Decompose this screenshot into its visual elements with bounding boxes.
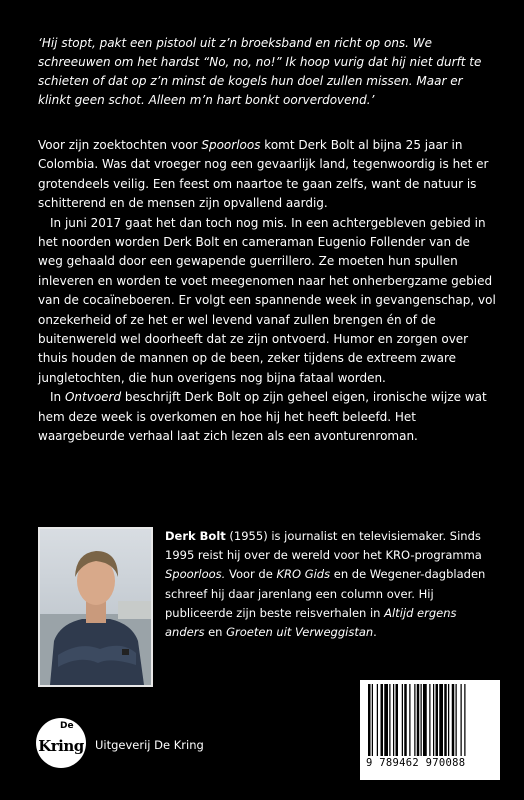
barcode-digits: 9 789462 970088 [366,757,466,769]
publisher-name: Uitgeverij De Kring [95,738,204,752]
isbn-barcode [360,680,500,780]
logo-text-top: De [60,721,74,731]
blurb-paragraph-1: Voor zijn zoektochten voor Spoorloos komt Derk Bolt al bijna 25 jaar in Colombia. Was dat vroeger nog een gevaarlijk land, tegenwoordig is het er grotendeels veilig. Een feest om naartoe te gaan zelfs, want de natuur is schitterend en de mensen zijn opvallend aardig. [38,138,489,211]
blurb-paragraph-3: In Ontvoerd beschrijft Derk Bolt op zijn geheel eigen, ironische wijze wat hem deze week is overkomen en hoe hij het heeft beleefd. Het waargebeurde verhaal laat zich lezen als een avonturenroman. [38,390,487,444]
author-photo [38,527,153,687]
barcode-bars [366,684,494,756]
blurb [38,136,496,447]
excerpt-quote: ‘Hij stopt, pakt een pistool uit z’n broeksband en richt op ons. We schreeuwen om het hardst “No, no, no!” Ik hoop vurig dat hij niet durft te schieten of dat op z’n minst de kogels hun doel zullen missen. Maar er klinkt geen schot. Alleen m’n hart bonkt oorverdovend.’ [38,36,482,107]
blurb-paragraph-2: In juni 2017 gaat het dan toch nog mis. In een achtergebleven gebied in het noorden worden Derk Bolt en cameraman Eugenio Follender van de weg gehaald door een gewapende guerrillero. Ze moeten hun spullen inleveren en worden te voet meegenomen naar het onherbergzame gebied van de cocaïneboeren. Er volgt een spannende week in gevangenschap, vol onzekerheid of ze het er wel levend vanaf zullen brengen én of de buitenwereld wel doorheeft dat ze zijn ontvoerd. Humor en zorgen over thuis houden de mannen op de been, zeker tijdens de extreem zware jungletochten, die hun overigens nog bijna fataal worden. [38,215,496,385]
publisher-logo [36,718,86,768]
logo-text-main: Kring [38,737,84,755]
author-bio: Derk Bolt (1955) is journalist en televisiemaker. Sinds 1995 reist hij over de wereld voor het KRO-programma Spoorloos. Voor de KRO Gids en de Wegener-dagbladen schreef hij daar jarenlang een column over. Hij publiceerde zijn beste reisverhalen in Altijd ergens anders en Groeten uit Verweggistan. [165,529,486,640]
